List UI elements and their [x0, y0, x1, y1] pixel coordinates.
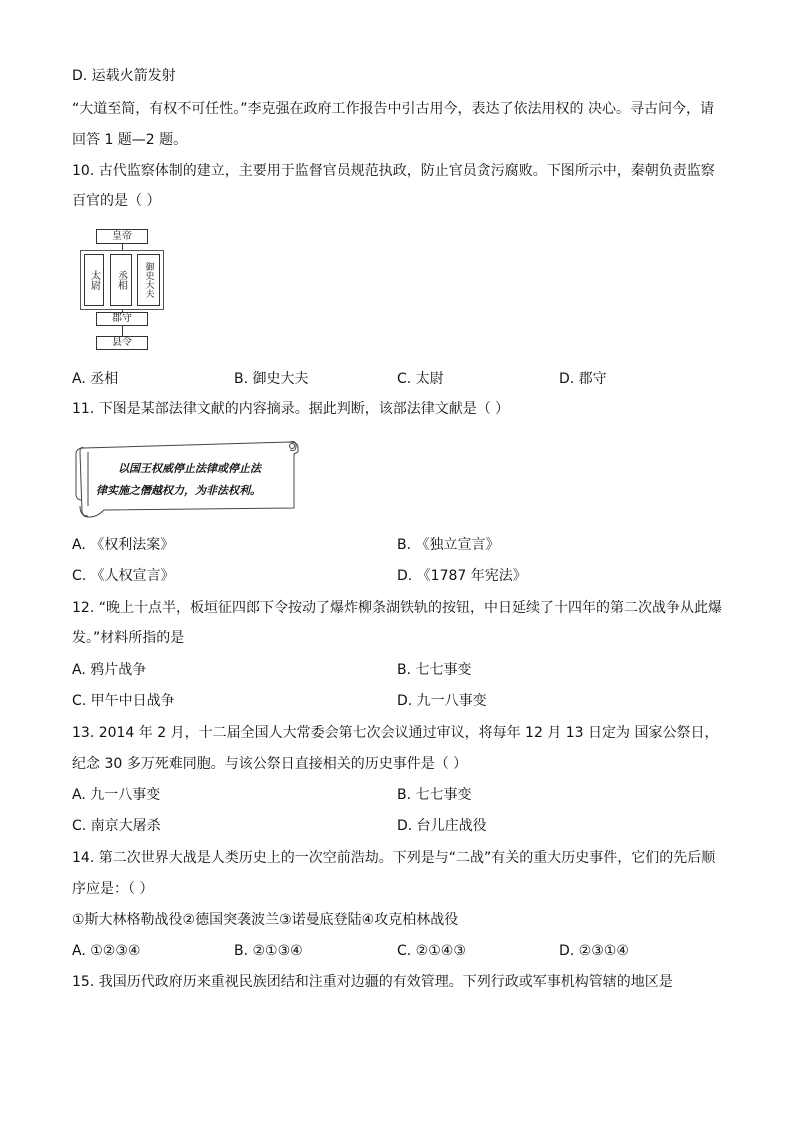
question-14-cont: 序应是：（ ）: [72, 881, 154, 897]
q12-option-a: A. 鸦片战争: [72, 662, 147, 678]
q12-option-d: D. 九一八事变: [397, 693, 487, 709]
question-13-cont: 纪念 30 多万死难同胞。与该公祭日直接相关的历史事件是（ ）: [72, 756, 468, 772]
intro-text-2: 回答 1 题—2 题。: [72, 132, 188, 148]
q12-option-b: B. 七七事变: [397, 662, 472, 678]
question-12: 12. “晚上十点半，板垣征四郎下令按动了爆炸柳条湖铁轨的按钮，中日延续了十四年的第二次战争从此爆: [72, 600, 722, 616]
chart-connector: [122, 326, 123, 336]
question-12-cont: 发。”材料所指的是: [72, 630, 185, 646]
q13-option-d: D. 台儿庄战役: [397, 818, 487, 834]
question-10: 10. 古代监察体制的建立，主要用于监督官员规范执政，防止官员贪污腐败。下图所示中，秦朝负责监察: [72, 163, 715, 179]
q12-option-c: C. 甲午中日战争: [72, 693, 175, 709]
question-13: 13. 2014 年 2 月，十二届全国人大常委会第七次会议通过审议，将每年 12 月 13 日定为 国家公祭日，: [72, 725, 719, 741]
q13-option-c: C. 南京大屠杀: [72, 818, 161, 834]
intro-text: “大道至简，有权不可任性。”李克强在政府工作报告中引古用今，表达了依法用权的 决心。寻古问今，请: [72, 101, 714, 117]
question-15: 15. 我国历代政府历来重视民族团结和注重对边疆的有效管理。下列行政或军事机构管辖的地区是: [72, 974, 673, 990]
chart-junshou: 郡守: [96, 312, 148, 326]
chart-chengxiang: 丞相: [110, 254, 132, 306]
q11-option-b: B. 《独立宣言》: [397, 537, 500, 553]
scroll-line-1: 以国王权威停止法律或停止法: [118, 462, 261, 475]
q13-option-a: A. 九一八事变: [72, 787, 161, 803]
option-d-prev: D. 运载火箭发射: [72, 68, 176, 84]
q11-option-a: A. 《权利法案》: [72, 537, 175, 553]
q10-option-d: D. 郡守: [559, 371, 607, 387]
q13-option-b: B. 七七事变: [397, 787, 472, 803]
q11-option-c: C. 《人权宣言》: [72, 568, 175, 584]
chart-xianling: 县令: [96, 336, 148, 350]
q14-option-d: D. ②③①④: [559, 943, 629, 959]
chart-yushi: 御史大夫: [137, 254, 160, 306]
q11-option-d: D. 《1787 年宪法》: [397, 568, 527, 584]
question-14-events: ①斯大林格勒战役②德国突袭波兰③诺曼底登陆④攻克柏林战役: [72, 912, 459, 928]
q10-option-c: C. 太尉: [397, 371, 444, 387]
question-11: 11. 下图是某部法律文献的内容摘录。据此判断，该部法律文献是（ ）: [72, 401, 510, 417]
question-14: 14. 第二次世界大战是人类历史上的一次空前浩劫。下列是与“二战”有关的重大历史事件，它们的先后顺: [72, 850, 716, 866]
scroll-line-2: 律实施之僭越权力，为非法权利。: [96, 484, 261, 497]
q10-option-b: B. 御史大夫: [234, 371, 309, 387]
legal-text-scroll: [72, 436, 300, 522]
chart-taiwei: 太尉: [84, 254, 104, 306]
chart-emperor: 皇帝: [96, 229, 148, 244]
q14-option-b: B. ②①③④: [234, 943, 303, 959]
q14-option-a: A. ①②③④: [72, 943, 141, 959]
q14-option-c: C. ②①④③: [397, 943, 466, 959]
q10-option-a: A. 丞相: [72, 371, 119, 387]
question-10-cont: 百官的是（ ）: [72, 193, 161, 209]
